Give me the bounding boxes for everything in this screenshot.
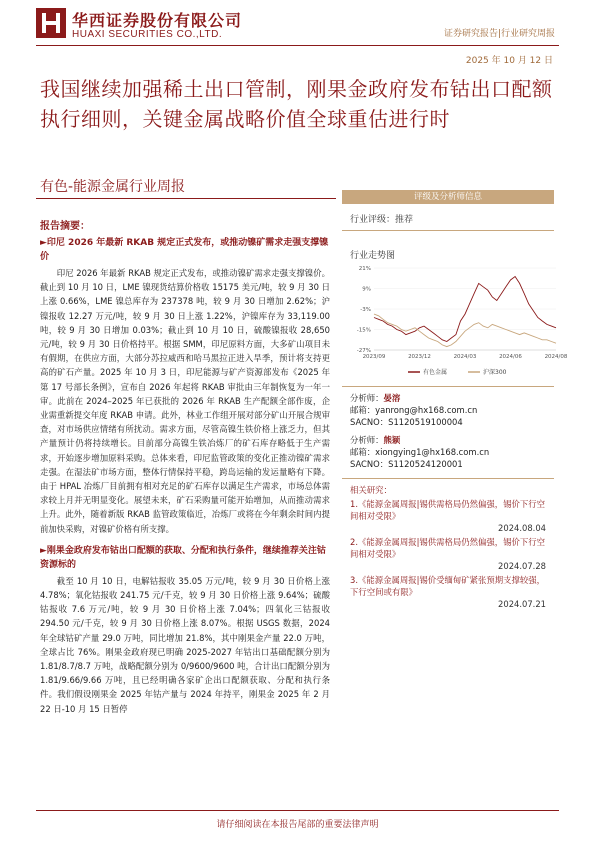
analyst-email[interactable]: 邮箱：xiongying1@hx168.com.cn xyxy=(350,447,490,457)
company-name-en: HUAXI SECURITIES CO.,LTD. xyxy=(72,29,223,40)
analyst-sac: SACNO：S1120519100004 xyxy=(350,417,463,427)
report-title: 我国继续加强稀土出口管制，刚果金政府发布钴出口配额执行细则，关键金属战略价值全球重估进行时 xyxy=(40,77,553,131)
report-date: 2025 年 10 月 12 日 xyxy=(465,56,553,66)
related-item-title[interactable]: 1.《能源金属周报|锡供需格局仍然偏强，锡价下行空间相对受限》 xyxy=(350,499,546,521)
legal-notice: 请仔细阅读在本报告尾部的重要法律声明 xyxy=(216,820,379,830)
section-nickel xyxy=(40,236,330,536)
section-title: ►刚果金政府发布钴出口配额的获取、分配和执行条件，继续推荐关注钴资源标的 xyxy=(40,545,326,570)
y-tick-label: -15% xyxy=(356,327,371,334)
related-item-date: 2024.07.28 xyxy=(498,561,546,571)
analyst-name: 熊颖 xyxy=(383,435,401,445)
analyst-role: 分析师： xyxy=(350,393,384,403)
related-item[interactable] xyxy=(350,498,546,534)
related-item[interactable] xyxy=(350,574,546,610)
analyst-sac: SACNO：S1120524120001 xyxy=(350,459,463,469)
footer-divider xyxy=(36,810,559,811)
industry-trend-chart xyxy=(350,262,568,382)
x-tick-label: 2024/08 xyxy=(544,354,568,360)
related-item[interactable] xyxy=(350,536,546,572)
industry-rating: 行业评级：推荐 xyxy=(350,215,414,225)
section-title: ►印尼 2026 年最新 RKAB 规定正式发布，或推动镍矿需求走强支撑镍价 xyxy=(40,238,329,262)
related-item-title[interactable]: 3.《能源金属周报|锡价受缅甸矿紧张预期支撑较强，下行空间或有限》 xyxy=(350,575,546,597)
report-subtitle: 有色-能源金属行业周报 xyxy=(40,179,186,195)
sidebar-divider xyxy=(342,230,554,231)
analyst-block xyxy=(350,434,489,470)
x-tick-label: 2023/12 xyxy=(408,354,431,360)
x-tick-label: 2024/06 xyxy=(499,354,522,360)
company-name-cn: 华西证券股份有限公司 xyxy=(72,11,243,30)
analyst-name: 晏溶 xyxy=(383,393,401,403)
related-research-title: 相关研究： xyxy=(350,485,392,495)
section-body: 截至 10 月 10 日，电解钴报收 35.05 万元/吨，较 9 月 30 日价格上涨 4.78%；氧化钴报收 241.75 元/千克，较 9 月 30 日价格上涨 9.64%；硫酸钴报收 7.6 万元/吨，较 9 月 30 日价格上涨 7.04%；四氧化三钴报收 294.50 元/千克，较 9 月 30 日价格上涨 8.07%。根据 USGS 数据，2024 年全球钴矿产量 29.0 万吨，同比增加 21.8%，其中刚果金产量 22.0 万吨，全球占比 76%。刚果金政府现已明确 2025-2027 年钴出口基础配额分别为 1.81/8.7/8.7 万吨，战略配额分别为 0/9600/9600 吨，合计出口配额分别为 1.81/9.66/9.66 万吨，且已经明确各家矿企出口配额获取、分配和执行条件。我们假设刚果金 2025 年钴产量与 2024 年持平，刚果金 2025 年 2 月 22 日-10 月 15 日暂停 xyxy=(40,575,330,714)
y-tick-label: -3% xyxy=(360,307,371,313)
related-item-title[interactable]: 2.《能源金属周报|锡供需格局仍然偏强，锡价下行空间相对受限》 xyxy=(350,537,546,559)
trend-chart-title: 行业走势图 xyxy=(350,251,396,261)
company-logo-icon xyxy=(36,8,66,38)
section-body: 印尼 2026 年最新 RKAB 规定正式发布，或推动镍矿需求走强支撑镍价。截止到 10 月 10 日，LME 镍现货结算价格收 15175 美元/吨，较 9 月 30 日上涨 0.66%，LME 镍总库存为 237378 吨，较 9 月 30 日增加 2.62%；沪镍报收 12.27 万元/吨，较 9 月 30 日上涨 1.22%，沪镍库存为 33,119.00 吨，较 9 月 30 日增加 0.03%；截止到 10 月 10 日，硫酸镍报收 28,650 元/吨，较 9 月 30 日价格持平。根据 SMM，印尼原料方面，大多矿山项目未有假期，在供应方面，大部分苏拉威西和哈马黑拉正进入旱季，预计将支持更高的矿石产量。2025 年 10 月 3 日，印尼能源与矿产资源部发布《2025 年第 17 号部长条例》，宣布自 2026 年起将 RKAB 审批由三年制恢复为一年一审。此前在 2024–2025 年已获批的 2026 年 RKAB 生产配额全部作废，企业需重新提交年度 RKAB 申请。此外，林业工作组开展对部分矿山开展合规审查，对市场供应情绪有所扰动。需求方面，尽管高镍生铁价格上涨乏力，但其产量预计仍将持续增长。目前部分高镍生铁冶炼厂的矿石库存略低于生产需求，开始逐步增加原料采购。总体来看，印尼监管政策的变化正推动镍矿需求走强。在湿法矿市场方面，整体行情保持平稳，跨岛运输的发运量略有下降。由于 HPAL 冶炼厂目前拥有相对充足的矿石库存以满足生产需求，市场总体需求较上月并无明显变化。展望未来，矿石采购量可能开始增加，从而推动需求上升。此外，随着新版 RKAB 监管政策临近，冶炼厂或将在今年剩余时间内提前加快采购，对镍矿价格有所支撑。 xyxy=(40,268,330,534)
x-tick-label: 2023/09 xyxy=(362,354,386,360)
subtitle-divider xyxy=(36,198,336,199)
main-content xyxy=(40,236,330,716)
sidebar-header: 评级及分析师信息 xyxy=(342,190,554,204)
y-tick-label: -27% xyxy=(356,348,371,354)
series-line-csi300 xyxy=(374,314,556,347)
section-cobalt xyxy=(40,544,330,716)
summary-label: 报告摘要： xyxy=(40,221,90,232)
related-item-date: 2024.07.21 xyxy=(498,599,546,609)
y-tick-label: 9% xyxy=(362,286,371,293)
x-tick-label: 2024/03 xyxy=(453,354,477,360)
report-type-tags: 证券研究报告|行业研究周报 xyxy=(443,29,555,39)
analyst-block xyxy=(350,392,477,428)
sidebar-divider xyxy=(342,478,554,479)
analyst-role: 分析师： xyxy=(350,435,384,445)
analyst-email[interactable]: 邮箱：yanrong@hx168.com.cn xyxy=(350,405,478,415)
legend-label: 沪深300 xyxy=(483,369,507,376)
sidebar-divider xyxy=(342,386,554,387)
header-divider xyxy=(36,45,559,46)
y-tick-label: 21% xyxy=(358,266,371,272)
related-item-date: 2024.08.04 xyxy=(498,523,546,533)
legend-label: 有色金属 xyxy=(423,369,448,376)
related-research xyxy=(350,484,546,612)
